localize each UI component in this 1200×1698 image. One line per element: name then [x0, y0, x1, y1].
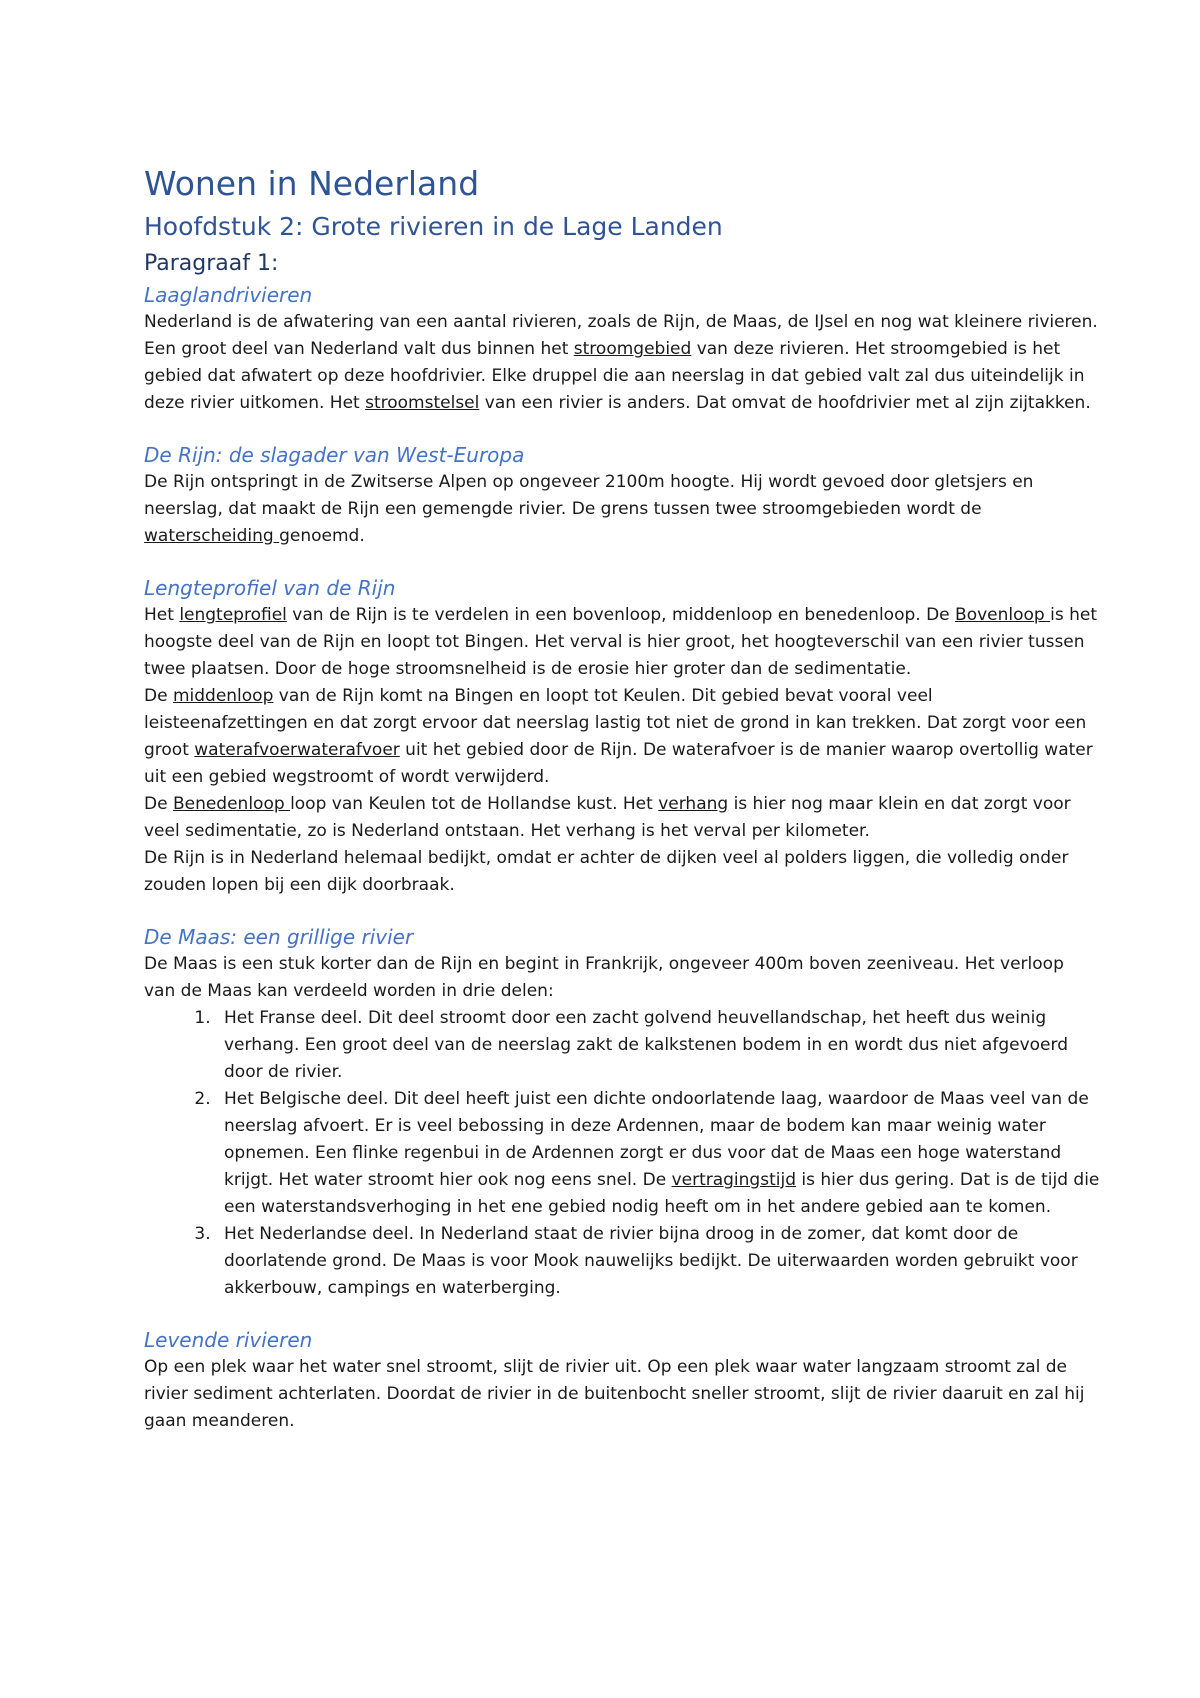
text-run: van deze rivieren. Het stroomgebied is het gebied dat afwatert op deze hoofdrivier. Elke druppel die aan neerslag in dat gebied valt zal dus uiteindelijk in deze rivier uitkomen. Het — [144, 339, 1085, 413]
section-heading: Laaglandrivieren — [144, 283, 313, 307]
term-benedenloop: Benedenloop — [172, 794, 291, 814]
text-run: loop van Keulen tot de Hollandse kust. Het — [290, 794, 659, 814]
section-heading: Lengteprofiel van de Rijn — [144, 576, 396, 600]
term-vertragingstijd: vertragingstijd — [671, 1170, 796, 1190]
text-run: De — [144, 686, 173, 706]
text-run: Nederland is de afwatering van een aantal rivieren, zoals de Rijn, de Maas, de IJsel en nog wat kleinere rivieren. Een groot deel van Nederland valt dus binnen het — [144, 312, 1098, 359]
body-text — [144, 602, 1100, 683]
list-item: 3. Het Nederlandse deel. In Nederland staat de rivier bijna droog in de zomer, dat komt door de doorlatende grond. De Maas is voor Mook nauwelijks bedijkt. De uiterwaarden worden gebruikt voor akkerbouw, campings en waterberging. — [216, 1221, 1100, 1302]
body-text — [144, 469, 1100, 550]
section-heading: De Rijn: de slagader van West-Europa — [144, 443, 525, 467]
section-heading: De Maas: een grillige rivier — [144, 925, 414, 949]
body-text: Op een plek waar het water snel stroomt, slijt de rivier uit. Op een plek waar water langzaam stroomt zal de rivier sediment achterlaten. Doordat de rivier in de buitenbocht sneller stroomt, slijt de rivier daaruit en zal hij gaan meanderen. — [144, 1357, 1085, 1431]
text-run: De — [144, 794, 173, 814]
term-waterafvoer: waterafvoerwaterafvoer — [194, 740, 400, 760]
text-run: is hier nog maar klein en dat zorgt voor veel sedimentatie, zo is Nederland ontstaan. Het verhang is het verval per kilometer. — [144, 794, 1071, 841]
paragraph-heading: Paragraaf 1: — [144, 251, 279, 276]
chapter-heading: Hoofdstuk 2: Grote rivieren in de Lage Landen — [144, 212, 723, 241]
term-stroomstelsel: stroomstelsel — [365, 393, 480, 413]
text-run: is het hoogste deel van de Rijn en loopt tot Bingen. Het verval is hier groot, het hoogteverschil van een rivier tussen twee plaatsen. Door de hoge stroomsnelheid is de erosie hier groter dan de sedimentatie. — [144, 605, 1097, 679]
body-text — [144, 683, 1100, 791]
text-run: van de Rijn is te verdelen in een bovenloop, middenloop en benedenloop. De — [286, 605, 956, 625]
body-text: De Rijn is in Nederland helemaal bedijkt, omdat er achter de dijken veel al polders liggen, die volledig onder zouden lopen bij een dijk doorbraak. — [144, 848, 1069, 895]
term-waterscheiding: waterscheiding — [144, 526, 280, 546]
text-run: van een rivier is anders. Dat omvat de hoofdrivier met al zijn zijtakken. — [479, 393, 1091, 413]
term-middenloop: middenloop — [172, 686, 274, 706]
document-title: Wonen in Nederland — [144, 164, 480, 203]
term-bovenloop: Bovenloop — [955, 605, 1051, 625]
text-run: is hier dus gering. Dat is de tijd die een waterstandsverhoging in het ene gebied nodig heeft om in het andere gebied aan te komen. — [224, 1170, 1100, 1217]
term-stroomgebied: stroomgebied — [573, 339, 692, 359]
text-run: uit het gebied door de Rijn. De waterafvoer is de manier waarop overtollig water uit een gebied wegstroomt of wordt verwijderd. — [144, 740, 1093, 787]
section-heading: Levende rivieren — [144, 1328, 313, 1352]
list-item — [216, 1086, 1100, 1221]
term-verhang: verhang — [658, 794, 729, 814]
term-lengteprofiel: lengteprofiel — [179, 605, 287, 625]
text-run: Het Belgische deel. Dit deel heeft juist een dichte ondoorlatende laag, waardoor de Maas veel van de neerslag afvoert. Er is veel bebossing in deze Ardennen, maar de bodem kan maar weinig water opnemen. Een flinke regenbui in de Ardennen zorgt er dus voor dat de Maas een hoge waterstand krijgt. Het water stroomt hier ook nog eens snel. De — [224, 1089, 1089, 1190]
section-levende-rivieren — [144, 1327, 1100, 1435]
text-run: van de Rijn komt na Bingen en loopt tot Keulen. Dit gebied bevat vooral veel leisteenafzettingen en dat zorgt ervoor dat neerslag lastig tot niet de grond in kan trekken. Dat zorgt voor een groot — [144, 686, 1087, 760]
section-rijn — [144, 442, 1100, 550]
body-text: De Maas is een stuk korter dan de Rijn en begint in Frankrijk, ongeveer 400m boven zeeniveau. Het verloop van de Maas kan verdeeld worden in drie delen: — [144, 954, 1064, 1001]
body-text — [144, 309, 1100, 417]
text-run: Het — [144, 605, 180, 625]
list-item: 1. Het Franse deel. Dit deel stroomt door een zacht golvend heuvellandschap, het heeft dus weinig verhang. Een groot deel van de neerslag zakt de kalkstenen bodem in en wordt dus niet afgevoerd door de rivier. — [216, 1005, 1100, 1086]
section-laaglandrivieren — [144, 282, 1100, 417]
numbered-list — [144, 1005, 1100, 1302]
section-lengteprofiel — [144, 575, 1100, 899]
text-run: De Rijn ontspringt in de Zwitserse Alpen op ongeveer 2100m hoogte. Hij wordt gevoed door gletsjers en neerslag, dat maakt de Rijn een gemengde rivier. De grens tussen twee stroomgebieden wordt de — [144, 472, 1034, 519]
text-run: genoemd. — [279, 526, 365, 546]
section-maas — [144, 924, 1100, 1302]
body-text — [144, 791, 1100, 845]
